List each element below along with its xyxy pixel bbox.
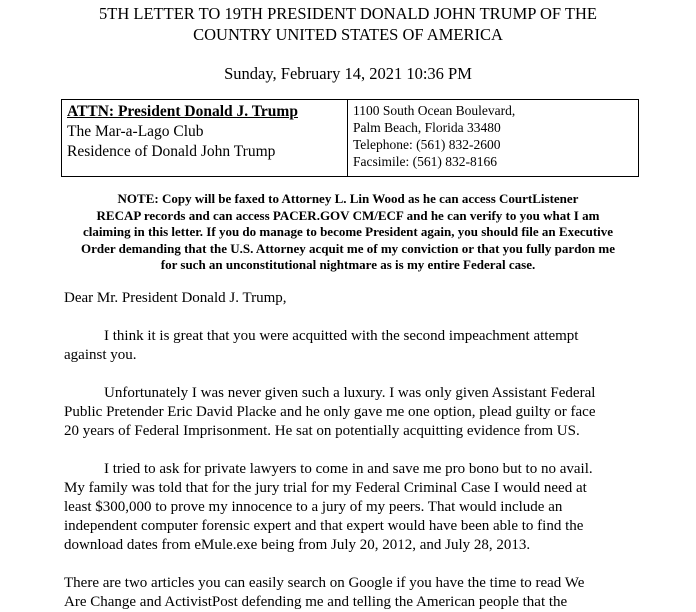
attn-address-box (61, 99, 639, 177)
paragraph-1 (64, 327, 644, 365)
paragraph-line: 20 years of Federal Imprisonment. He sat on potentially acquitting evidence from US. (64, 423, 580, 439)
note-line: claiming in this letter. If you do manage to become President again, you should file an Executive (82, 224, 614, 239)
paragraph-4 (64, 574, 644, 612)
letter-body (64, 289, 644, 612)
paragraph-line: I tried to ask for private lawyers to come in and save me pro bono but to no avail. (104, 461, 593, 477)
address-city: Palm Beach, Florida 33480 (353, 120, 501, 135)
paragraph-line: Public Pretender Eric David Placke and he only gave me one option, plead guilty or face (64, 404, 596, 420)
paragraph-2 (64, 384, 644, 441)
attn-heading: ATTN: President Donald J. Trump (67, 103, 298, 120)
paragraph-line: least $300,000 to prove my innocence to a jury of my peers. That would include an (64, 499, 563, 515)
address-telephone: Telephone: (561) 832-2600 (353, 137, 501, 152)
paragraph-line: download dates from eMule.exe being from July 20, 2012, and July 28, 2013. (64, 537, 531, 553)
salutation: Dear Mr. President Donald J. Trump, (64, 290, 287, 306)
attn-recipient-cell (62, 100, 348, 177)
attn-club: The Mar-a-Lago Club (67, 123, 204, 140)
paragraph-line: against you. (64, 347, 137, 363)
address-street: 1100 South Ocean Boulevard, (353, 103, 516, 118)
paragraph-line: independent computer forensic expert and that expert would have been able to find the (64, 518, 584, 534)
note-line: for such an unconstitutional nightmare as is my entire Federal case. (160, 257, 536, 272)
paragraph-3 (64, 460, 644, 555)
attn-residence: Residence of Donald John Trump (67, 143, 276, 160)
paragraph-line: Unfortunately I was never given such a luxury. I was only given Assistant Federal (104, 385, 596, 401)
title-line-1: 5TH LETTER TO 19TH PRESIDENT DONALD JOHN TRUMP OF THE (99, 4, 597, 23)
paragraph-line: My family was told that for the jury trial for my Federal Criminal Case I would need at (64, 480, 587, 496)
paragraph-line: I think it is great that you were acquitted with the second impeachment attempt (104, 328, 579, 344)
letter-title (0, 3, 696, 45)
note-line: RECAP records and can access PACER.GOV CM/ECF and he can verify to you what I am (96, 207, 600, 223)
attn-address-cell (348, 100, 639, 177)
paragraph-line: Are Change and ActivistPost defending me and telling the American people that the (64, 594, 568, 610)
address-facsimile: Facsimile: (561) 832-8166 (353, 154, 497, 169)
paragraph-line: There are two articles you can easily search on Google if you have the time to read We (64, 575, 585, 591)
note-line: Order demanding that the U.S. Attorney acquit me of my conviction or that you fully pardon me (81, 240, 615, 256)
title-line-2: COUNTRY UNITED STATES OF AMERICA (193, 25, 503, 44)
note-line: NOTE: Copy will be faxed to Attorney L. Lin Wood as he can access CourtListener (117, 191, 579, 206)
note-block (30, 191, 666, 274)
letter-date: Sunday, February 14, 2021 10:36 PM (224, 64, 472, 83)
